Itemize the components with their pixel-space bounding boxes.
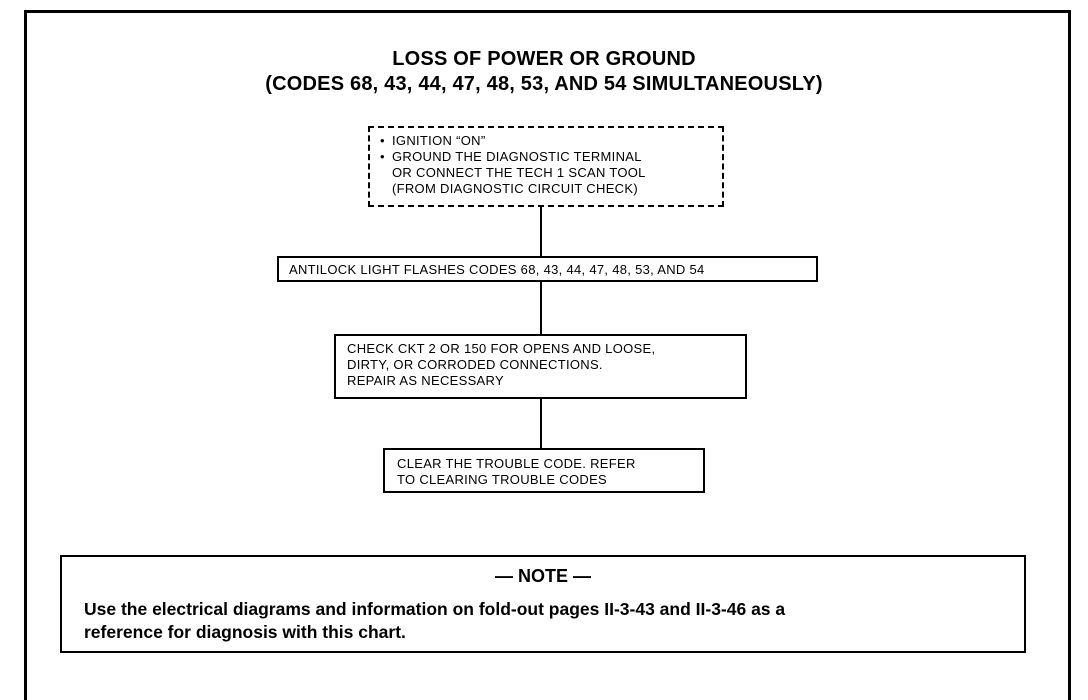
- start-continuation-line: [380, 165, 722, 181]
- start-conditions-box: [368, 126, 724, 207]
- chart-subtitle: (CODES 68, 43, 44, 47, 48, 53, AND 54 SIMULTANEOUSLY): [265, 73, 823, 95]
- symptom-text: ANTILOCK LIGHT FLASHES CODES 68, 43, 44, 47, 48, 53, AND 54: [289, 262, 705, 277]
- check-text-line: DIRTY, OR CORRODED CONNECTIONS.: [347, 357, 603, 372]
- start-continuation-line: [380, 181, 722, 197]
- note-text-line: Use the electrical diagrams and information on fold-out pages II-3-43 and II-3-46 as a: [84, 599, 786, 619]
- note-box: [60, 555, 1026, 653]
- check-circuit-box: [334, 334, 747, 399]
- note-text-line: reference for diagnosis with this chart.: [84, 622, 406, 642]
- bullet-icon: •: [380, 133, 385, 148]
- bullet-icon: •: [380, 149, 385, 164]
- flow-connector: [540, 282, 542, 334]
- start-bullet-item: [380, 133, 722, 149]
- clear-codes-box: [383, 448, 705, 493]
- symptom-box: [277, 256, 818, 282]
- note-heading: — NOTE —: [494, 566, 591, 586]
- clear-text-line: TO CLEARING TROUBLE CODES: [397, 472, 608, 487]
- start-bullet-text: IGNITION “ON”: [392, 133, 486, 148]
- start-continuation-text: (FROM DIAGNOSTIC CIRCUIT CHECK): [392, 181, 638, 196]
- start-continuation-text: OR CONNECT THE TECH 1 SCAN TOOL: [392, 165, 646, 180]
- flow-connector: [540, 399, 542, 448]
- start-bullet-item: [380, 149, 722, 165]
- check-text-line: REPAIR AS NECESSARY: [347, 373, 504, 388]
- note-body: [84, 598, 1004, 644]
- start-bullet-text: GROUND THE DIAGNOSTIC TERMINAL: [392, 149, 642, 164]
- check-text-line: CHECK CKT 2 OR 150 FOR OPENS AND LOOSE,: [347, 341, 656, 356]
- clear-text-line: CLEAR THE TROUBLE CODE. REFER: [397, 456, 636, 471]
- chart-title: LOSS OF POWER OR GROUND: [392, 48, 696, 70]
- flow-connector: [540, 207, 542, 256]
